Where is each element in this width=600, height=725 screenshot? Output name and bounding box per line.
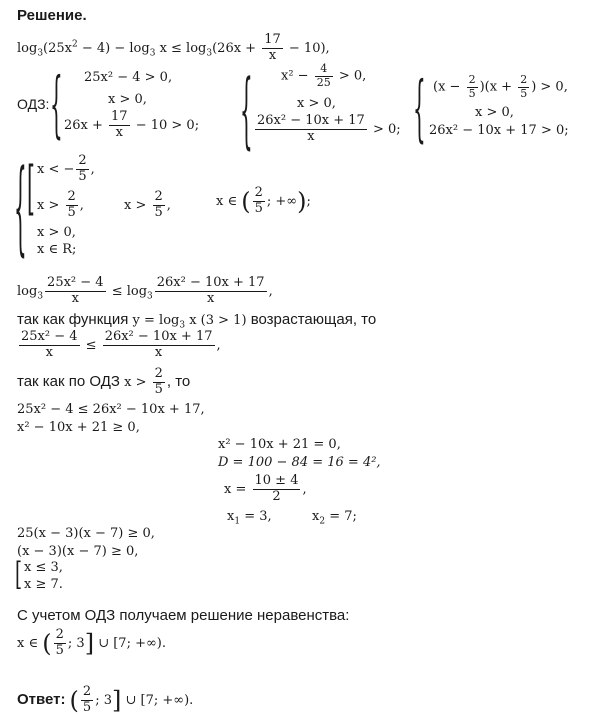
roots-formula: x = $\frac{10 \pm 4}{2}$ ,	[224, 473, 307, 504]
system4-row4: x ∈ R;	[37, 242, 77, 257]
system3-row3: 26x² − 10x + 17 > 0;	[429, 123, 569, 138]
system4-row1: x < − $\frac{2}{5}$ ,	[37, 153, 95, 184]
system3-row1: (x − $\frac{2}{5}$ )(x + $\frac{2}{5}$ ) > 0,	[433, 73, 568, 100]
factored-line-2: (x − 3)(x − 7) ≥ 0,	[17, 544, 139, 559]
quadratic-equation: x² − 10x + 21 = 0,	[218, 437, 341, 452]
system-brace: {	[240, 60, 253, 159]
discriminant: D = 100 − 84 = 16 = 4²,	[218, 455, 381, 470]
explanation-odz: так как по ОДЗ x > $\frac{2}{5}$ , то	[17, 366, 191, 397]
odz-label: ОДЗ:	[17, 96, 50, 112]
system-brace: {	[413, 64, 426, 151]
result-interval: x ∈ ( $\frac{2}{5}$ ; +∞);	[216, 185, 311, 216]
answer-line: Ответ: ( $\frac{2}{5}$ ; 3] ∪ [7; +∞).	[17, 684, 194, 715]
solution-heading: Решение.	[17, 7, 87, 24]
explanation-monotonic: так как функция $y = \log_3 x$ (3 > 1) возрастающая, то	[17, 311, 377, 331]
case-x-le-3: x ≤ 3,	[24, 560, 63, 575]
system1-row1: 25x² − 4 > 0,	[84, 70, 173, 85]
system-brace: {	[14, 145, 27, 268]
system4-row3: x > 0,	[37, 225, 76, 240]
system2-row2: x > 0,	[297, 96, 336, 111]
result-x-gt: x > $\frac{2}{5}$ ,	[124, 189, 171, 220]
root-x2: $x_2 = 7$;	[312, 509, 357, 527]
union-bracket: [	[27, 153, 35, 223]
fraction-comparison: $\frac{\text{25x² − 4}}{x}$ ≤ $\frac{\text{26x² − 10x + 17}}{x}$ ,	[21, 329, 221, 360]
union-bracket: [	[15, 557, 23, 594]
system3-row2: x > 0,	[475, 105, 514, 120]
system-brace: {	[50, 60, 63, 147]
root-x1: $x_1 = 3$,	[227, 509, 272, 527]
system2-row3: $\frac{\text{26x² − 10x + 17}}{x}$ > 0;	[257, 113, 401, 144]
inequality-line-a: 25x² − 4 ≤ 26x² − 10x + 17,	[17, 402, 205, 417]
case-x-ge-7: x ≥ 7.	[24, 577, 63, 592]
system4-row2: x > $\frac{2}{5}$ ,	[37, 189, 84, 220]
main-inequality: $\log_3(25x^2 - 4) - \log_3 x \le \log_3(26x$ + $\frac{17}{x}$ − 10),	[17, 32, 330, 63]
factored-line-1: 25(x − 3)(x − 7) ≥ 0,	[17, 526, 155, 541]
inequality-line-b: x² − 10x + 21 ≥ 0,	[17, 420, 140, 435]
system1-row2: x > 0,	[108, 92, 147, 107]
system2-row1: x² − $\frac{4}{25}$ > 0,	[281, 62, 367, 89]
log-comparison: $\log_3$ $\frac{\text{25x² − 4}}{x}$ ≤ $\log_3$ $\frac{\text{26x² − 10x + 17}}{x}$ ,	[17, 275, 273, 306]
system1-row3: 26x + $\frac{17}{x}$ − 10 > 0;	[64, 109, 200, 140]
solution-interval: x ∈ ( $\frac{2}{5}$ ; 3] ∪ [7; +∞).	[17, 627, 167, 658]
conclusion-text: С учетом ОДЗ получаем решение неравенства:	[17, 607, 350, 624]
